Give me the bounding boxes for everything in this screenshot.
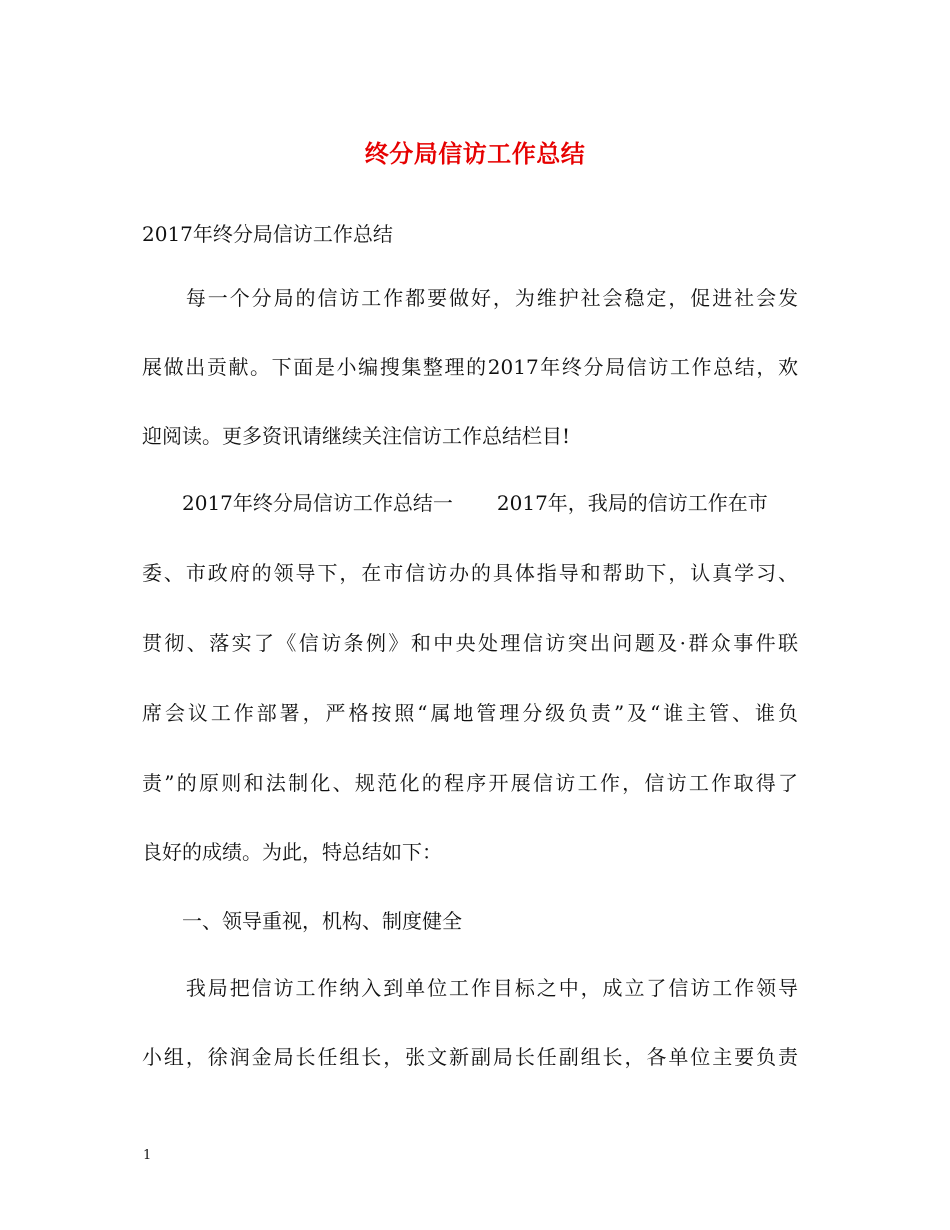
section1-heading: 2017年终分局信访工作总结一 xyxy=(142,491,453,515)
intro-line-2: 展做出贡献。下面是小编搜集整理的2017年终分局信访工作总结，欢 xyxy=(142,355,798,379)
document-subtitle: 2017年终分局信访工作总结 xyxy=(142,222,393,246)
section1-line-5: 良好的成绩。为此，特总结如下： xyxy=(142,840,442,864)
page-number: 1 xyxy=(143,1148,152,1163)
intro-line-3: 迎阅读。更多资讯请继续关注信访工作总结栏目! xyxy=(142,424,571,448)
section1-line-2: 贯彻、落实了《信访条例》和中央处理信访突出问题及·群众事件联 xyxy=(142,631,798,655)
section1-line-1: 委、市政府的领导下，在市信访办的具体指导和帮助下，认真学习、 xyxy=(142,561,798,585)
section1-heading-line xyxy=(142,491,768,515)
section1-line-4: 责”的原则和法制化、规范化的程序开展信访工作，信访工作取得了 xyxy=(142,771,798,795)
para2-line-1: 我局把信访工作纳入到单位工作目标之中，成立了信访工作领导 xyxy=(142,976,798,1000)
document-title: 终分局信访工作总结 xyxy=(364,139,586,168)
heading-leadership: 一、领导重视，机构、制度健全 xyxy=(142,909,462,933)
section1-text-start: 2017年，我局的信访工作在市 xyxy=(496,491,768,515)
section1-line-3: 席会议工作部署，严格按照“属地管理分级负责”及“谁主管、谁负 xyxy=(142,701,798,725)
para2-line-2: 小组，徐润金局长任组长，张文新副局长任副组长，各单位主要负责 xyxy=(142,1045,798,1069)
intro-line-1: 每一个分局的信访工作都要做好，为维护社会稳定，促进社会发 xyxy=(142,286,798,310)
